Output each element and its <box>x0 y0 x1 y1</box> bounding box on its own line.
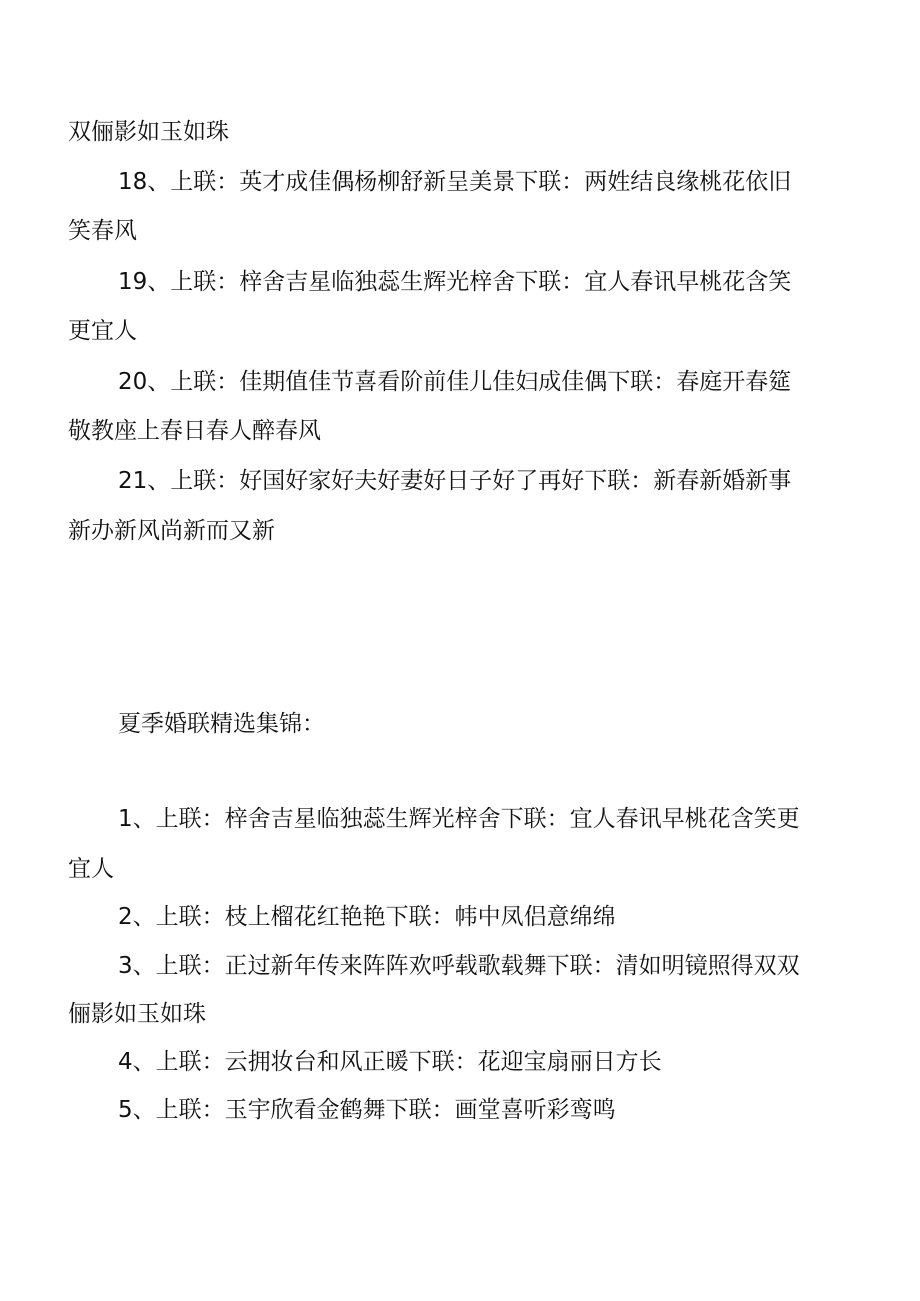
couplet-21-line1: 21、上联：好国好家好夫好妻好日子好了再好下联：新春新婚新事 <box>118 468 792 494</box>
couplet-18-line2: 笑春风 <box>68 218 137 244</box>
summer-couplet-4: 4、上联：云拥妆台和风正暖下联：花迎宝扇丽日方长 <box>118 1049 662 1075</box>
summer-couplet-3-line1: 3、上联：正过新年传来阵阵欢呼载歌载舞下联：清如明镜照得双双 <box>118 953 800 979</box>
couplet-19-line1: 19、上联：梓舍吉星临独蕊生辉光梓舍下联：宜人春讯早桃花含笑 <box>118 269 792 295</box>
couplet-21-line2: 新办新风尚新而又新 <box>68 518 275 544</box>
continued-text: 双俪影如玉如珠 <box>68 119 229 145</box>
summer-couplet-1-line2: 宜人 <box>68 856 114 882</box>
summer-couplet-3-line2: 俪影如玉如珠 <box>68 1001 206 1027</box>
summer-couplet-5: 5、上联：玉宇欣看金鹤舞下联：画堂喜听彩鸾鸣 <box>118 1097 616 1123</box>
summer-couplet-1-line1: 1、上联：梓舍吉星临独蕊生辉光梓舍下联：宜人春讯早桃花含笑更 <box>118 806 800 832</box>
couplet-20-line2: 敬教座上春日春人醉春风 <box>68 418 321 444</box>
couplet-20-line1: 20、上联：佳期值佳节喜看阶前佳儿佳妇成佳偶下联：春庭开春筵 <box>118 369 792 395</box>
couplet-18-line1: 18、上联：英才成佳偶杨柳舒新呈美景下联：两姓结良缘桃花依旧 <box>118 169 792 195</box>
summer-couplet-2: 2、上联：枝上榴花红艳艳下联：帏中凤侣意绵绵 <box>118 904 616 930</box>
section-heading: 夏季婚联精选集锦： <box>118 711 325 737</box>
couplet-19-line2: 更宜人 <box>68 318 137 344</box>
